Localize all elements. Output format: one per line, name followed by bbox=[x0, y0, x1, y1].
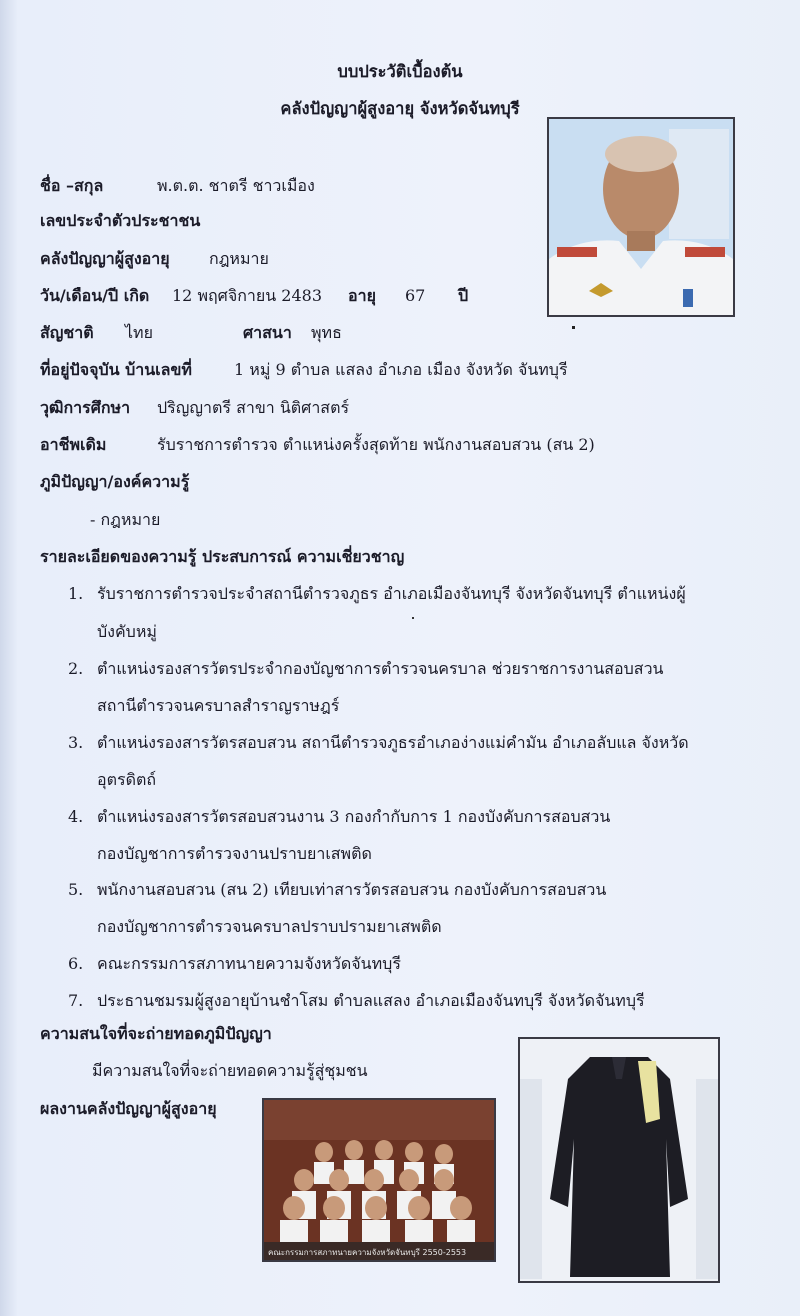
item-line-1: พนักงานสอบสวน (สน 2) เทียบเท่าสารวัตรสอบสวน กองบังคับการสอบสวน bbox=[97, 880, 607, 899]
knowledge-item: - กฎหมาย bbox=[90, 510, 161, 529]
item-number: 4. bbox=[68, 807, 84, 826]
wisdom-bank-value: กฎหมาย bbox=[209, 249, 269, 268]
item-number: 1. bbox=[68, 584, 84, 603]
birth-label: วัน/เดือน/ปี เกิด bbox=[40, 286, 150, 305]
item-line-1: ตำแหน่งรองสารวัตรประจำกองบัญชาการตำรวจนครบาล ช่วยราชการงานสอบสวน bbox=[97, 659, 664, 678]
item-line-1: ประธานชมรมผู้สูงอายุบ้านชำโสม ตำบลแสลง อำเภอเมืองจันทบุรี จังหวัดจันทบุรี bbox=[97, 991, 645, 1010]
scan-speck bbox=[572, 326, 575, 329]
item-line-2: บังคับหมู่ bbox=[97, 622, 157, 641]
item-line-1: ตำแหน่งรองสารวัตรสอบสวน สถานีตำรวจภูธรอำเภอง่างแม่คำมัน อำเภอลับแล จังหวัด bbox=[97, 733, 689, 752]
religion-value: พุทธ bbox=[311, 323, 342, 342]
age-label: อายุ bbox=[348, 286, 376, 305]
nationality-value: ไทย bbox=[125, 323, 153, 342]
experience-heading: รายละเอียดของความรู้ ประสบการณ์ ความเชี่ยวชาญ bbox=[40, 547, 405, 566]
item-line-1: คณะกรรมการสภาทนายความจังหวัดจันทบุรี bbox=[97, 954, 401, 973]
scan-speck bbox=[412, 617, 414, 619]
portrait-photo bbox=[547, 117, 735, 317]
item-number: 5. bbox=[68, 880, 84, 899]
works-heading: ผลงานคลังปัญญาผู้สูงอายุ bbox=[40, 1099, 217, 1118]
item-line-2: อุตรดิตถ์ bbox=[97, 770, 157, 789]
document-subtitle: คลังปัญญาผู้สูงอายุ จังหวัดจันทบุรี bbox=[280, 99, 520, 118]
education-value: ปริญญาตรี สาขา นิติศาสตร์ bbox=[157, 398, 350, 417]
item-line-2: สถานีตำรวจนครบาลสำราญราษฎร์ bbox=[97, 696, 340, 715]
group-photo bbox=[262, 1098, 496, 1262]
document-title: บบประวัติเบื้องต้น bbox=[337, 62, 463, 81]
item-number: 2. bbox=[68, 659, 84, 678]
id-label: เลขประจำตัวประชาชน bbox=[40, 211, 201, 230]
group-photo-caption: คณะกรรมการสภาทนายความจังหวัดจันทบุรี 2550-2553 bbox=[268, 1248, 467, 1257]
occupation-value: รับราชการตำรวจ ตำแหน่งครั้งสุดท้าย พนักงานสอบสวน (สน 2) bbox=[157, 435, 595, 454]
address-label: ที่อยู่ปัจจุบัน บ้านเลขที่ bbox=[40, 360, 192, 379]
transfer-text: มีความสนใจที่จะถ่ายทอดความรู้สู่ชุมชน bbox=[92, 1061, 368, 1080]
knowledge-label: ภูมิปัญญา/องค์ความรู้ bbox=[40, 472, 190, 491]
item-line-1: รับราชการตำรวจประจำสถานีตำรวจภูธร อำเภอเมืองจันทบุรี จังหวัดจันทบุรี ตำแหน่งผู้ bbox=[97, 584, 686, 603]
item-number: 7. bbox=[68, 991, 84, 1010]
portrait-figure-icon bbox=[549, 119, 733, 315]
name-value: พ.ต.ต. ชาตรี ชาวเมือง bbox=[157, 176, 315, 195]
lawyer-robe-photo bbox=[518, 1037, 720, 1283]
education-label: วุฒิการศึกษา bbox=[40, 398, 131, 417]
wisdom-bank-label: คลังปัญญาผู้สูงอายุ bbox=[40, 249, 170, 268]
item-number: 6. bbox=[68, 954, 84, 973]
name-label: ชื่อ –สกุล bbox=[40, 176, 104, 195]
item-line-2: กองบัญชาการตำรวจงานปราบยาเสพติด bbox=[97, 844, 372, 863]
age-value: 67 bbox=[405, 286, 426, 305]
age-unit: ปี bbox=[458, 286, 469, 305]
item-number: 3. bbox=[68, 733, 84, 752]
item-line-2: กองบัญชาการตำรวจนครบาลปราบปรามยาเสพติด bbox=[97, 917, 442, 936]
nationality-label: สัญชาติ bbox=[40, 323, 94, 342]
transfer-heading: ความสนใจที่จะถ่ายทอดภูมิปัญญา bbox=[40, 1024, 272, 1043]
address-value: 1 หมู่ 9 ตำบล แสลง อำเภอ เมือง จังหวัด จันทบุรี bbox=[234, 360, 568, 379]
birth-value: 12 พฤศจิกายน 2483 bbox=[172, 286, 322, 305]
occupation-label: อาชีพเดิม bbox=[40, 435, 107, 454]
lawyer-robe-icon bbox=[520, 1039, 718, 1281]
group-people-icon bbox=[264, 1100, 494, 1260]
item-line-1: ตำแหน่งรองสารวัตรสอบสวนงาน 3 กองกำกับการ 1 กองบังคับการสอบสวน bbox=[97, 807, 611, 826]
religion-label: ศาสนา bbox=[243, 323, 292, 342]
